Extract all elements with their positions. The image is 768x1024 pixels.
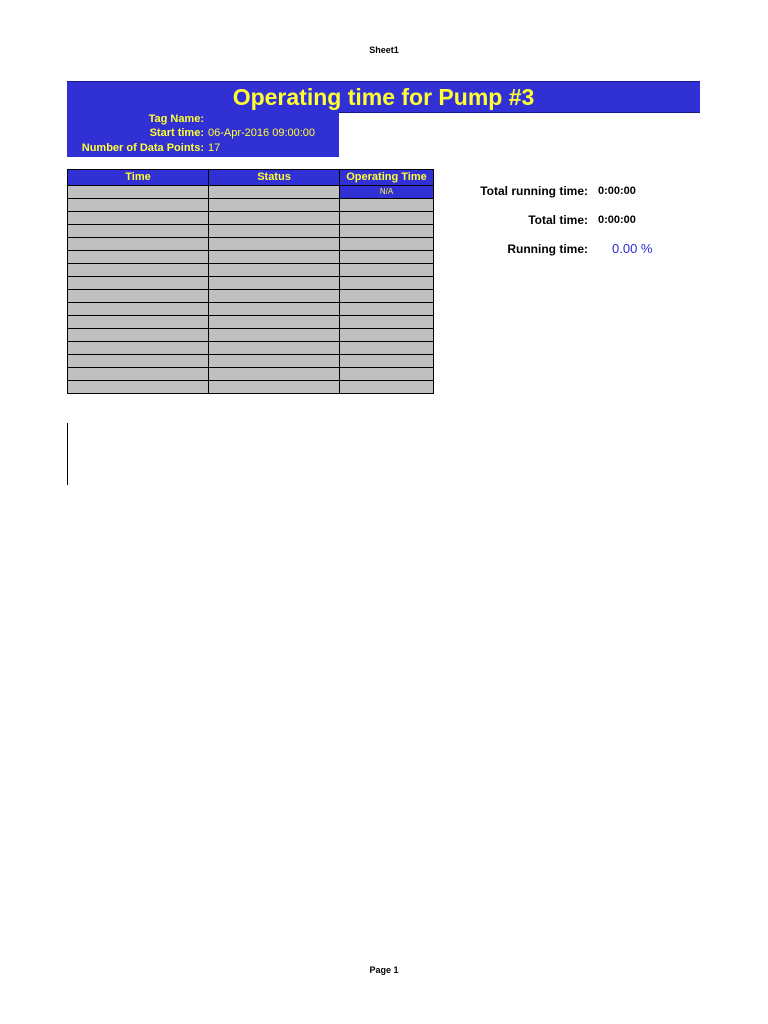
operating-time-cell[interactable] xyxy=(340,303,434,316)
table-row xyxy=(68,225,434,238)
table-row xyxy=(68,212,434,225)
table-row xyxy=(68,355,434,368)
table-body xyxy=(68,186,434,394)
operating-time-cell[interactable] xyxy=(340,212,434,225)
status-cell[interactable] xyxy=(209,212,340,225)
table-row xyxy=(68,238,434,251)
time-cell[interactable] xyxy=(68,355,209,368)
status-cell[interactable] xyxy=(209,316,340,329)
time-cell[interactable] xyxy=(68,368,209,381)
running-time-row xyxy=(440,240,700,258)
total-time-row xyxy=(440,211,700,229)
table-header-row xyxy=(68,170,434,186)
status-cell[interactable] xyxy=(209,186,340,199)
report-title: Operating time for Pump #3 xyxy=(67,81,700,113)
time-cell[interactable] xyxy=(68,316,209,329)
sheet-name: Sheet1 xyxy=(369,45,399,55)
total-running-time-value: 0:00:00 xyxy=(598,185,636,197)
status-cell[interactable] xyxy=(209,238,340,251)
start-time-value: 06-Apr-2016 09:00:00 xyxy=(208,127,316,139)
operating-time-cell[interactable] xyxy=(340,238,434,251)
time-cell[interactable] xyxy=(68,251,209,264)
time-cell[interactable] xyxy=(68,225,209,238)
total-running-time-label: Total running time: xyxy=(480,184,588,198)
time-cell[interactable] xyxy=(68,212,209,225)
column-header-status: Status xyxy=(209,170,340,186)
table-row xyxy=(68,329,434,342)
status-cell[interactable] xyxy=(209,264,340,277)
status-cell[interactable] xyxy=(209,355,340,368)
table-row xyxy=(68,290,434,303)
table-row xyxy=(68,342,434,355)
total-running-time-row xyxy=(440,182,700,200)
operating-time-cell[interactable] xyxy=(340,355,434,368)
time-cell[interactable] xyxy=(68,303,209,316)
operating-time-table xyxy=(67,169,434,394)
page-number: Page 1 xyxy=(369,965,399,975)
status-cell[interactable] xyxy=(209,290,340,303)
time-cell[interactable] xyxy=(68,342,209,355)
operating-time-cell[interactable] xyxy=(340,290,434,303)
time-cell[interactable] xyxy=(68,290,209,303)
operating-time-cell[interactable] xyxy=(340,342,434,355)
operating-time-cell[interactable] xyxy=(340,264,434,277)
status-cell[interactable] xyxy=(209,381,340,394)
status-cell[interactable] xyxy=(209,303,340,316)
report-info-box xyxy=(67,112,339,157)
start-time-row xyxy=(67,126,339,141)
time-cell[interactable] xyxy=(68,264,209,277)
operating-time-cell[interactable] xyxy=(340,199,434,212)
time-cell[interactable] xyxy=(68,238,209,251)
data-points-value: 17 xyxy=(208,142,221,154)
table-row xyxy=(68,186,434,199)
status-cell[interactable] xyxy=(209,368,340,381)
time-cell[interactable] xyxy=(68,329,209,342)
total-time-label: Total time: xyxy=(528,213,588,227)
table-row xyxy=(68,277,434,290)
operating-time-cell[interactable] xyxy=(340,329,434,342)
operating-time-cell[interactable] xyxy=(340,381,434,394)
tag-name-label: Tag Name: xyxy=(148,113,204,125)
sheet-border-line xyxy=(67,423,68,485)
operating-time-cell[interactable] xyxy=(340,277,434,290)
operating-time-cell[interactable] xyxy=(340,316,434,329)
status-cell[interactable] xyxy=(209,277,340,290)
time-cell[interactable] xyxy=(68,381,209,394)
operating-time-cell[interactable] xyxy=(340,251,434,264)
time-cell[interactable] xyxy=(68,277,209,290)
table-row xyxy=(68,381,434,394)
running-time-label: Running time: xyxy=(507,242,588,256)
table-row xyxy=(68,368,434,381)
table-row xyxy=(68,199,434,212)
operating-time-cell[interactable] xyxy=(340,225,434,238)
status-cell[interactable] xyxy=(209,225,340,238)
start-time-label: Start time: xyxy=(149,127,204,139)
operating-time-cell[interactable]: N/A xyxy=(340,186,434,199)
data-points-label: Number of Data Points: xyxy=(81,142,204,154)
time-cell[interactable] xyxy=(68,199,209,212)
data-points-row xyxy=(67,141,339,156)
column-header-time: Time xyxy=(68,170,209,186)
status-cell[interactable] xyxy=(209,342,340,355)
total-time-value: 0:00:00 xyxy=(598,214,636,226)
table-row xyxy=(68,251,434,264)
column-header-operating-time: Operating Time xyxy=(340,170,434,186)
running-time-percent: 0.00 % xyxy=(612,241,653,256)
table-row xyxy=(68,303,434,316)
tag-name-row xyxy=(67,112,339,127)
status-cell[interactable] xyxy=(209,329,340,342)
table-row xyxy=(68,316,434,329)
status-cell[interactable] xyxy=(209,251,340,264)
operating-time-cell[interactable] xyxy=(340,368,434,381)
table-row xyxy=(68,264,434,277)
time-cell[interactable] xyxy=(68,186,209,199)
status-cell[interactable] xyxy=(209,199,340,212)
